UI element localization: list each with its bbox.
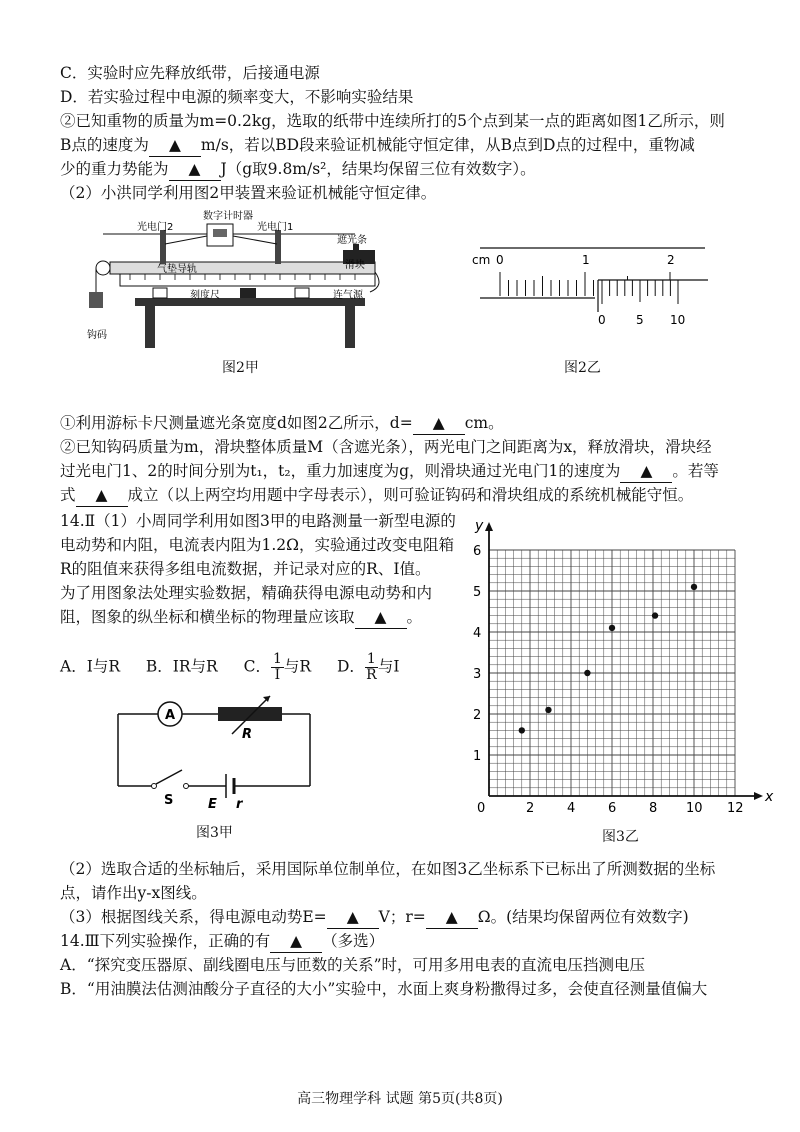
- y-tick-label: 3: [473, 667, 482, 682]
- label-weight: 钩码: [87, 330, 107, 341]
- ruler-bar: [120, 274, 375, 286]
- internal-r-label: r: [236, 797, 243, 812]
- y-axis-arrow: [485, 522, 493, 531]
- figure-2a-caption: 图2甲: [222, 360, 259, 376]
- emf-label: E: [208, 797, 217, 812]
- main-scale-2: 2: [667, 253, 675, 267]
- option-d-text: D．若实验过程中电源的频率变大，不影响实验结果: [60, 88, 414, 106]
- data-point: [519, 727, 525, 733]
- data-point: [652, 612, 658, 618]
- support-block: [240, 288, 256, 298]
- label-gate-2: 光电门2: [137, 222, 174, 233]
- option-c-tail: 与R: [283, 657, 312, 676]
- answer-blank[interactable]: ▲: [355, 606, 407, 629]
- question-2-line-2: B点的速度为 ▲ m/s，若以BD段来验证机械能守恒定律，从B点到D点的过程中，重物减: [60, 134, 695, 157]
- x-tick-label: 10: [686, 801, 703, 816]
- y-tick-label: 5: [473, 585, 482, 600]
- support-block: [295, 288, 309, 298]
- variable-resistor-icon: [218, 707, 282, 721]
- step-3-line: （3）根据图线关系，得电源电动势E= ▲ V；r= ▲ Ω。(结果均保留两位有效数字): [60, 906, 689, 929]
- option-c-label: C．: [243, 657, 271, 676]
- table-leg: [145, 306, 155, 348]
- label-timer: 数字计时器: [203, 211, 253, 222]
- step-2-line-2: 点，请作出y-x图线。: [60, 884, 207, 902]
- figure-3a-circuit: [110, 690, 320, 820]
- fraction-1-over-i: $\frac{1}{I}$: [272, 651, 282, 683]
- figure-3b-chart: [455, 518, 785, 840]
- table-leg: [345, 306, 355, 348]
- answer-blank[interactable]: ▲: [149, 134, 201, 157]
- data-point: [691, 584, 697, 590]
- vernier-question: ①利用游标卡尺测量遮光条宽度d如图2乙所示，d= ▲ cm。: [60, 412, 504, 435]
- x-tick-label: 2: [526, 801, 535, 816]
- x-tick-label: 4: [567, 801, 576, 816]
- q14-3-option-a: A．“探究变压器原、副线圈电压与匝数的关系”时，可用多用电表的直流电压挡测电压: [60, 956, 646, 974]
- question-2-line-3: 少的重力势能为 ▲ J（g取9.8m/s²，结果均保留三位有效数字）。: [60, 158, 536, 181]
- x-tick-label: 6: [608, 801, 617, 816]
- label-air: 连气源: [333, 290, 363, 301]
- part-2-heading: （2）小洪同学利用图2甲装置来验证机械能守恒定律。: [60, 184, 437, 202]
- ammeter-label: A: [165, 708, 176, 723]
- y-tick-label: 2: [473, 708, 482, 723]
- y-axis-label: y: [475, 518, 484, 534]
- option-b: B．IR与R: [145, 657, 218, 676]
- fraction-1-over-r: $\frac{1}{R}$: [366, 651, 377, 683]
- vernier-5: 5: [636, 313, 644, 327]
- option-c-text: C．实验时应先释放纸带，后接通电源: [60, 64, 320, 82]
- part-2-q2-line-2: 过光电门1、2的时间分别为t₁，t₂，重力加速度为g，则滑块通过光电门1的速度为 ▲ 。若等: [60, 460, 719, 483]
- answer-blank[interactable]: ▲: [270, 930, 322, 953]
- part-2-q2-line-1: ②已知钩码质量为m，滑块整体质量M（含遮光条），两光电门之间距离为x，释放滑块，滑块经: [60, 438, 712, 456]
- label-slider: 滑块: [345, 260, 365, 271]
- answer-blank[interactable]: ▲: [169, 158, 221, 181]
- resistor-label: R: [242, 727, 253, 742]
- main-scale-0: 0: [496, 253, 504, 267]
- q14-line-1: 14.Ⅱ（1）小周同学利用如图3甲的电路测量一新型电源的: [60, 512, 456, 530]
- part-2-q2-line-3: 式 ▲ 成立（以上两空均用题中字母表示），则可验证钩码和滑块组成的系统机械能守恒。: [60, 484, 693, 507]
- y-tick-label: 1: [473, 749, 482, 764]
- y-tick-label: 4: [473, 626, 482, 641]
- question-2-line-1: ②已知重物的质量为m=0.2kg，选取的纸带中连续所打的5个点到某一点的距离如图1乙所示，则: [60, 112, 725, 130]
- data-point: [545, 707, 551, 713]
- data-point: [609, 625, 615, 631]
- answer-blank[interactable]: ▲: [327, 906, 379, 929]
- q14-line-5: 阻，图象的纵坐标和横坐标的物理量应该取 ▲ 。: [60, 606, 422, 629]
- support-block: [153, 288, 167, 298]
- answer-blank[interactable]: ▲: [413, 412, 465, 435]
- table-top: [135, 298, 365, 306]
- main-scale-1: 1: [582, 253, 590, 267]
- answer-blank[interactable]: ▲: [426, 906, 478, 929]
- photogate-2: [160, 230, 166, 264]
- x-axis-label: x: [765, 789, 774, 805]
- label-ruler: 刻度尺: [190, 290, 220, 301]
- option-d-label: D．: [336, 657, 365, 676]
- figure-2b-vernier: [470, 240, 720, 340]
- figure-2b-caption: 图2乙: [564, 360, 601, 376]
- label-gate-1: 光电门1: [257, 222, 294, 233]
- figure-2a-air-track: [85, 210, 380, 350]
- x-tick-label: 12: [727, 801, 744, 816]
- switch-icon: [152, 784, 157, 789]
- x-axis-arrow: [754, 792, 763, 800]
- vernier-10: 10: [670, 313, 686, 327]
- page-footer: 高三物理学科 试题 第5页(共8页): [297, 1091, 503, 1107]
- pulley: [96, 261, 110, 275]
- label-shade: 遮光条: [337, 235, 367, 246]
- vernier-0: 0: [598, 313, 606, 327]
- q14-options: [60, 652, 399, 683]
- switch-label: S: [164, 793, 174, 808]
- vernier-unit: cm: [472, 253, 491, 267]
- q14-line-4: 为了用图象法处理实验数据，精确获得电源电动势和内: [60, 584, 433, 602]
- label-track: 气垫导轨: [157, 264, 197, 275]
- q14-3-option-b: B．“用油膜法估测油酸分子直径的大小”实验中，水面上爽身粉撒得过多，会使直径测量值偏大: [60, 980, 708, 998]
- q14-line-3: R的阻值来获得多组电流数据，并记录对应的R、I值。: [60, 560, 431, 578]
- air-track: [110, 262, 375, 274]
- x-tick-label: 0: [477, 801, 486, 816]
- hook-weight: [89, 292, 103, 308]
- y-tick-label: 6: [473, 544, 482, 559]
- data-point: [584, 670, 590, 676]
- figure-3a-caption: 图3甲: [196, 825, 233, 841]
- q14-line-2: 电动势和内阻，电流表内阻为1.2Ω，实验通过改变电阻箱: [60, 536, 455, 554]
- figure-3b-caption: 图3乙: [602, 829, 639, 845]
- option-a: A．I与R: [60, 657, 120, 676]
- x-tick-label: 8: [649, 801, 658, 816]
- q14-3-heading: 14.Ⅲ下列实验操作，正确的有 ▲ （多选）: [60, 930, 384, 953]
- option-d-tail: 与I: [377, 657, 400, 676]
- answer-blank[interactable]: ▲: [76, 484, 128, 507]
- answer-blank[interactable]: ▲: [620, 460, 672, 483]
- photogate-1: [275, 230, 281, 264]
- chart-grid: [489, 550, 735, 796]
- step-2-line-1: （2）选取合适的坐标轴后，采用国际单位制单位，在如图3乙坐标系下已标出了所测数据的坐标: [60, 860, 716, 878]
